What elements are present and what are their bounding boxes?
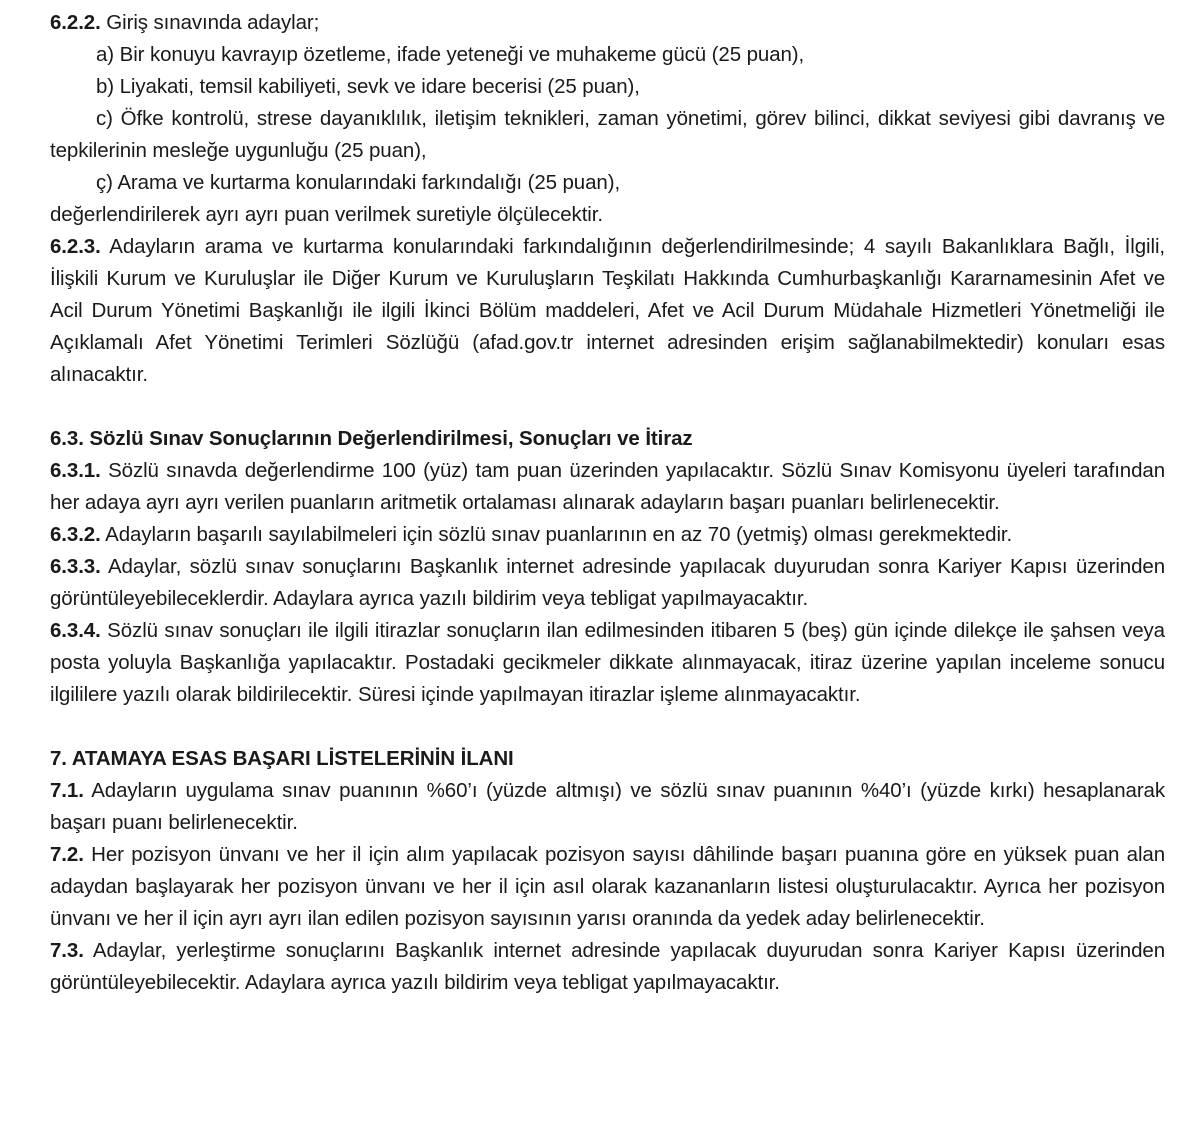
list-item-a: a) Bir konuyu kavrayıp özetleme, ifade yeteneği ve muhakeme gücü (25 puan), [96, 43, 805, 66]
clause-number: 6.3.4. [50, 619, 101, 642]
clause-number: 6.2.3. [50, 235, 101, 258]
clause-text: Adaylar, yerleştirme sonuçlarını Başkanlık internet adresinde yapılacak duyurudan sonra Kariyer Kapısı üzerinden görüntüleyebilecektir. Adaylara ayrıca yazılı bildirim veya tebligat yapılmayacaktır. [50, 939, 1165, 994]
clause-text: Adayların uygulama sınav puanının %60’ı (yüzde altmışı) ve sözlü sınav puanının %40’ı (yüzde kırkı) hesaplanarak başarı puanı belirlenecektir. [50, 779, 1165, 834]
clause-text: Sözlü sınav sonuçları ile ilgili itirazlar sonuçların ilan edilmesinden itibaren 5 (beş) gün içinde dilekçe ile şahsen veya posta yoluyla Başkanlığa yapılacaktır. Postadaki gecikmeler dikkate alınmayacak, itiraz üzerine yapılan inceleme sonucu ilgililere yazılı olarak bildirilecektir. Süresi içinde yapılmayan itirazlar işleme alınmayacaktır. [50, 619, 1165, 706]
list-item-c: c) Öfke kontrolü, strese dayanıklılık, iletişim teknikleri, zaman yönetimi, görev bilinci, dikkat seviyesi gibi davranış ve tepkilerinin mesleğe uygunluğu (25 puan), [50, 107, 1165, 162]
paragraph-6-3-2 [50, 519, 1165, 551]
clause-number: 7.2. [50, 843, 84, 866]
section-gap [50, 391, 1165, 423]
clause-text: Adayların arama ve kurtarma konularındaki farkındalığının değerlendirilmesinde; 4 sayılı Bakanlıklara Bağlı, İlgili, İlişkili Kurum ve Kuruluşlar ile Diğer Kurum ve Kuruluşların Teşkilatı Hakkında Cumhurbaşkanlığı Kararnamesinin Afet ve Acil Durum Yönetimi Başkanlığı ile ilgili İkinci Bölüm maddeleri, Afet ve Acil Durum Müdahale Hizmetleri Yönetmeliği ile Açıklamalı Afet Yönetimi Terimleri Sözlüğü (afad.gov.tr internet adresinden erişim sağlanabilmektedir) konuları esas alınacaktır. [50, 235, 1165, 386]
paragraph-7-2 [50, 839, 1165, 935]
clause-text: Giriş sınavında adaylar; [100, 11, 320, 34]
section-heading-7: 7. ATAMAYA ESAS BAŞARI LİSTELERİNİN İLANI [50, 747, 514, 770]
paragraph-6-2-3 [50, 231, 1165, 391]
list-item-cc: ç) Arama ve kurtarma konularındaki farkındalığı (25 puan), [96, 171, 621, 194]
paragraph-6-3-3 [50, 551, 1165, 615]
clause-number: 6.3.3. [50, 555, 101, 578]
paragraph-6-3-1 [50, 455, 1165, 519]
clause-text: Her pozisyon ünvanı ve her il için alım yapılacak pozisyon sayısı dâhilinde başarı puanına göre en yüksek puan alan adaydan başlayarak her pozisyon ünvanı ve her il için asıl olarak kazananların listesi oluşturulacaktır. Ayrıca her pozisyon ünvanı ve her il için ayrı ayrı ilan edilen pozisyon sayısının yarısı oranında da yedek aday belirlenecektir. [50, 843, 1165, 930]
paragraph-7-3 [50, 935, 1165, 999]
document-page [50, 7, 1165, 999]
paragraph-6-2-2 [50, 7, 1165, 39]
paragraph-7-1 [50, 775, 1165, 839]
list-item-b: b) Liyakati, temsil kabiliyeti, sevk ve idare becerisi (25 puan), [96, 75, 640, 98]
clause-number: 7.1. [50, 779, 84, 802]
section-gap [50, 711, 1165, 743]
clause-number: 7.3. [50, 939, 84, 962]
clause-number: 6.2.2. [50, 11, 101, 34]
section-heading-6-3: 6.3. Sözlü Sınav Sonuçlarının Değerlendirilmesi, Sonuçları ve İtiraz [50, 427, 693, 450]
clause-number: 6.3.2. [50, 523, 101, 546]
clause-text: Sözlü sınavda değerlendirme 100 (yüz) tam puan üzerinden yapılacaktır. Sözlü Sınav Komisyonu üyeleri tarafından her adaya ayrı ayrı verilen puanların aritmetik ortalaması alınarak adayların başarı puanları belirlenecektir. [50, 459, 1165, 514]
clause-text: Adaylar, sözlü sınav sonuçlarını Başkanlık internet adresinde yapılacak duyurudan sonra Kariyer Kapısı üzerinden görüntüleyebileceklerdir. Adaylara ayrıca yazılı bildirim veya tebligat yapılmayacaktır. [50, 555, 1165, 610]
clause-number: 6.3.1. [50, 459, 101, 482]
clause-text: Adayların başarılı sayılabilmeleri için sözlü sınav puanlarının en az 70 (yetmiş) olması gerekmektedir. [100, 523, 1013, 546]
paragraph-6-3-4 [50, 615, 1165, 711]
list-closing: değerlendirilerek ayrı ayrı puan verilmek suretiyle ölçülecektir. [50, 203, 603, 226]
